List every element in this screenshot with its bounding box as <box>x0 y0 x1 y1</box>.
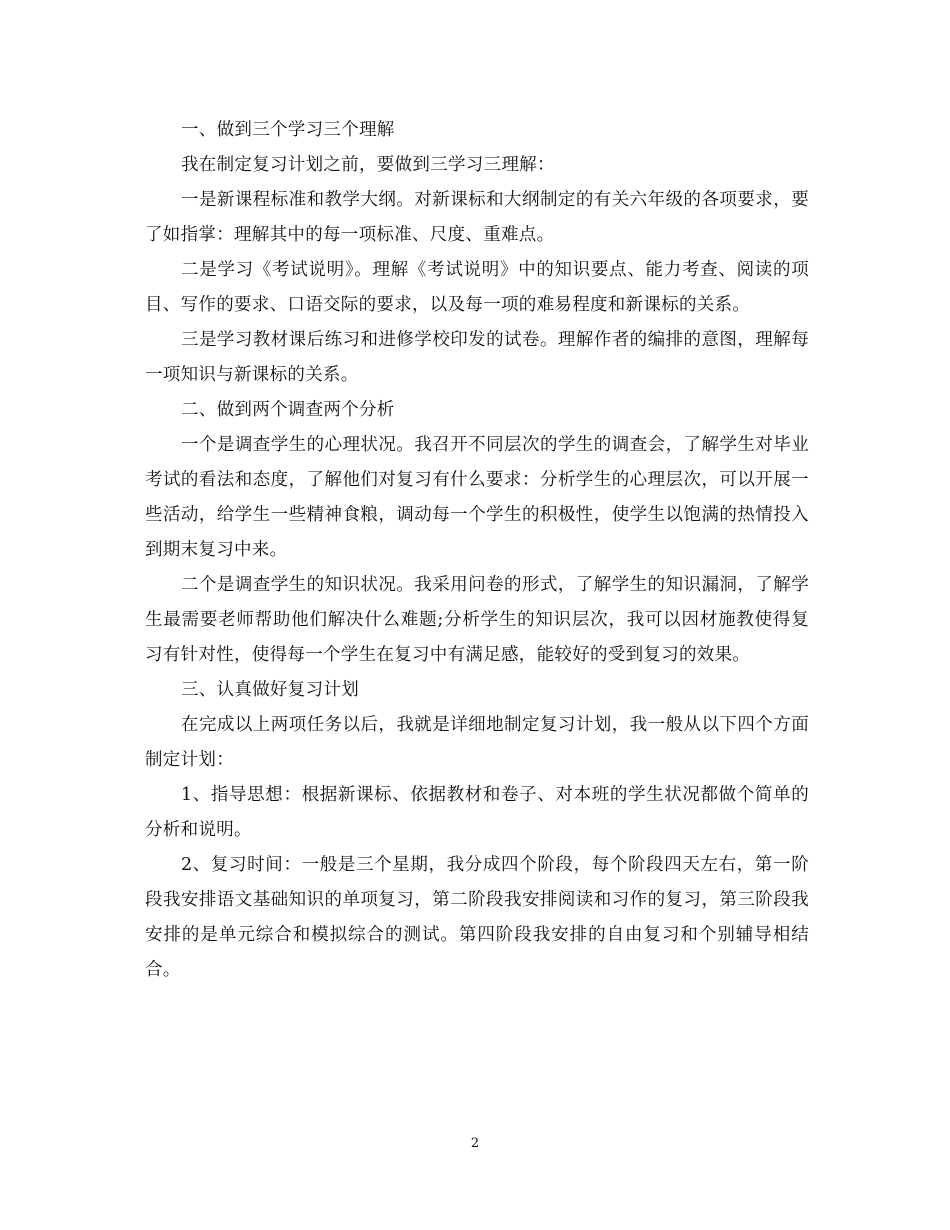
section-heading-1: 一、做到三个学习三个理解 <box>181 120 395 140</box>
paragraph-item-1: 一是新课程标准和教学大纲。对新课标和大纲制定的有关六年级的各项要求，要了如指掌：理解其中的每一项标准、尺度、重难点。 <box>145 190 809 245</box>
section-heading-2: 二、做到两个调查两个分析 <box>181 400 395 420</box>
paragraph-item-3: 三是学习教材课后练习和进修学校印发的试卷。理解作者的编排的意图，理解每一项知识与新课标的关系。 <box>145 330 809 385</box>
paragraph-guiding-idea: 1、指导思想：根据新课标、依据教材和卷子、对本班的学生状况都做个简单的分析和说明。 <box>145 785 809 840</box>
paragraph-survey-knowledge: 二个是调查学生的知识状况。我采用问卷的形式，了解学生的知识漏洞，了解学生最需要老师帮助他们解决什么难题;分析学生的知识层次，我可以因材施教使得复习有针对性，使得每一个学生在复习中有满足感，能较好的受到复习的效果。 <box>145 575 809 665</box>
paragraph-item-2: 二是学习《考试说明》。理解《考试说明》中的知识要点、能力考查、阅读的项目、写作的要求、口语交际的要求，以及每一项的难易程度和新课标的关系。 <box>145 260 809 315</box>
section-heading-3: 三、认真做好复习计划 <box>181 680 359 700</box>
paragraph-survey-psychology: 一个是调查学生的心理状况。我召开不同层次的学生的调查会，了解学生对毕业考试的看法和态度，了解他们对复习有什么要求：分析学生的心理层次，可以开展一些活动，给学生一些精神食粮，调动每一个学生的积极性，使学生以饱满的热情投入到期末复习中来。 <box>145 435 809 560</box>
paragraph-review-time: 2、复习时间：一般是三个星期，我分成四个阶段，每个阶段四天左右，第一阶段我安排语文基础知识的单项复习，第二阶段我安排阅读和习作的复习，第三阶段我安排的是单元综合和模拟综合的测试。第四阶段我安排的自由复习和个别辅导相结合。 <box>145 855 809 980</box>
paragraph-plan-intro: 在完成以上两项任务以后，我就是详细地制定复习计划，我一般从以下四个方面制定计划： <box>145 715 809 770</box>
document-body <box>145 113 809 988</box>
paragraph-intro: 我在制定复习计划之前，要做到三学习三理解： <box>181 155 555 175</box>
page-number: 2 <box>470 1136 480 1151</box>
